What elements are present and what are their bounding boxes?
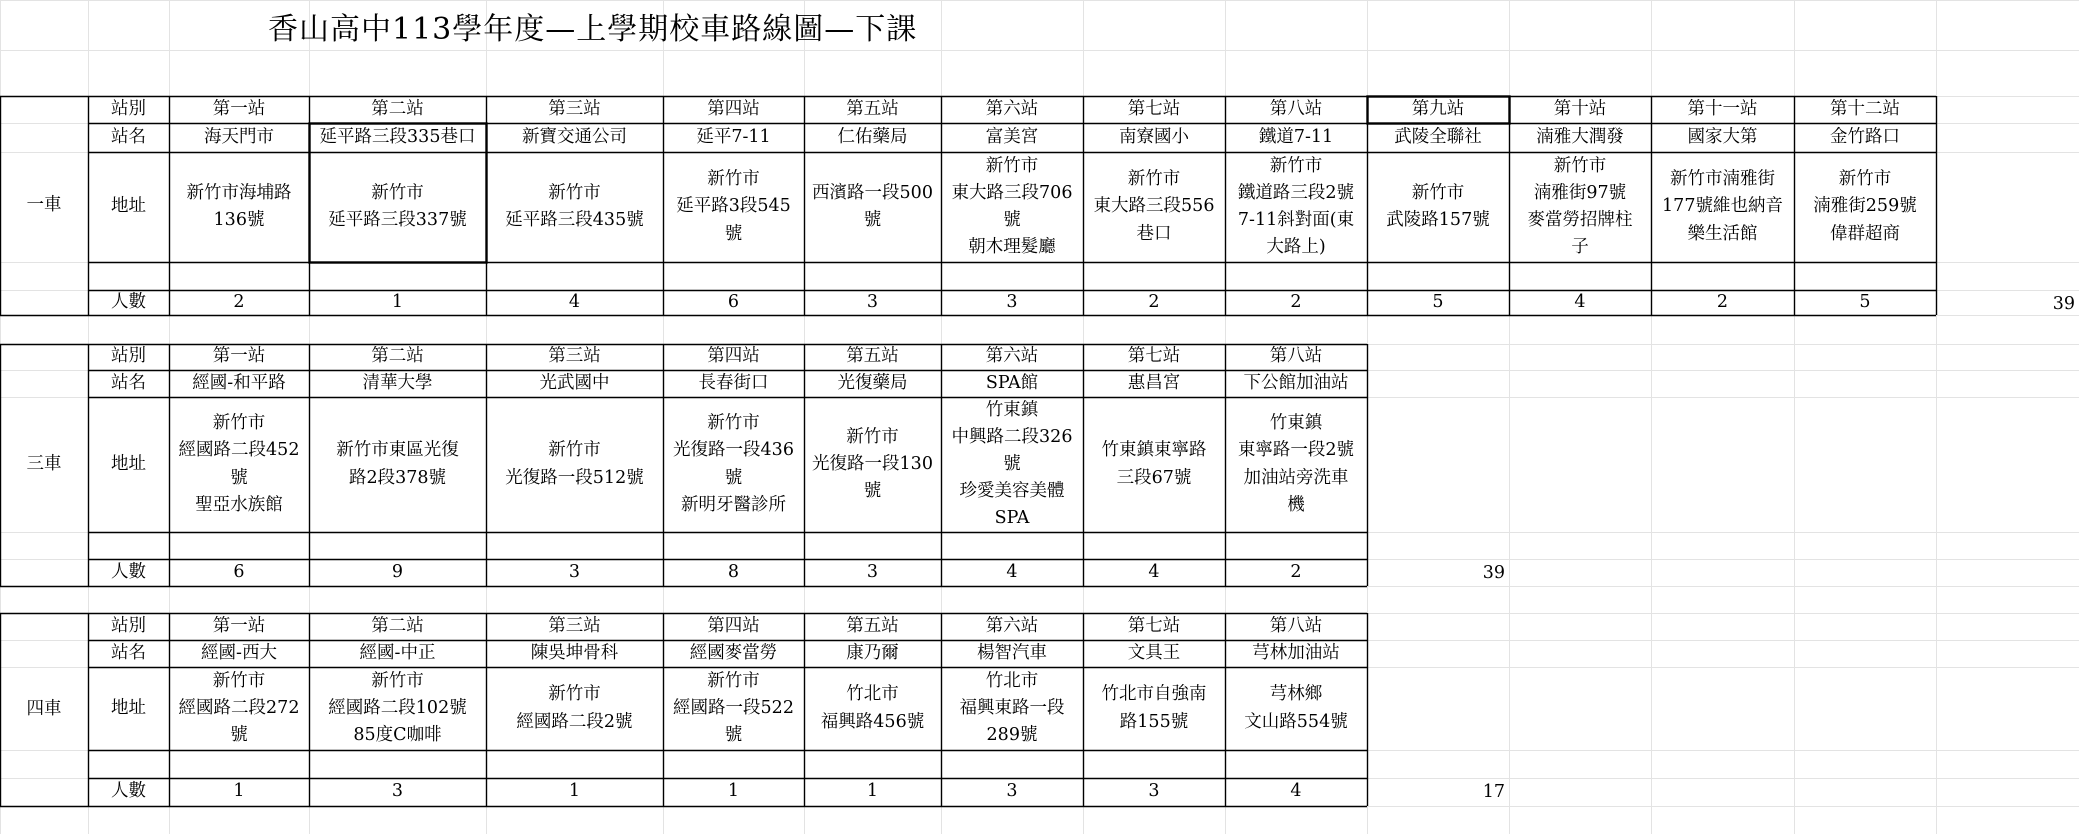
station-number: 第一站 [212,98,266,119]
station-name: 光復藥局 [837,372,908,393]
route-total-count: 17 [1482,781,1505,802]
station-count: 2 [1290,291,1302,312]
station-name: 延平7-11 [696,126,771,147]
station-name: 武陵全聯社 [1394,126,1482,147]
station-number: 第五站 [846,615,899,636]
station-name: 延平路三段335巷口 [319,126,476,147]
car-label: 一車 [26,194,62,215]
station-count: 3 [568,561,581,582]
station-number: 第八站 [1269,346,1323,367]
row-label-address: 地址 [111,196,146,217]
station-address: 新竹市 經國路一段522 號 [673,670,794,746]
station-name: 清華大學 [362,372,433,393]
station-number: 第九站 [1411,98,1465,119]
station-count: 3 [1006,781,1018,802]
station-number: 第七站 [1127,615,1181,636]
station-address: 新竹市 延平路三段435號 [505,182,644,230]
station-name: SPA館 [985,372,1039,393]
station-address: 竹東鎮 中興路二段326 號 珍愛美容美體 SPA [951,399,1073,529]
station-name: 長春街口 [698,372,769,393]
station-number: 第一站 [212,615,266,636]
station-count: 6 [727,291,740,312]
station-count: 1 [568,781,581,802]
station-number: 第六站 [985,615,1039,636]
station-name: 新寶交通公司 [522,126,627,147]
station-count: 3 [1006,291,1018,312]
station-address: 竹東鎮東寧路 三段67號 [1101,440,1207,488]
row-label-station-no: 站別 [111,615,146,636]
station-address: 新竹市 東大路三段706 號 朝木理髮廳 [951,155,1073,258]
station-address: 新竹市 經國路二段102號 85度C咖啡 [328,670,467,746]
station-number: 第二站 [371,98,424,119]
station-name: 陳吳坤骨科 [530,642,619,663]
station-name: 經國-西大 [201,642,277,663]
station-name: 富美宮 [985,126,1039,147]
station-name: 湳雅大潤發 [1536,126,1624,147]
station-number: 第四站 [707,615,760,636]
station-count: 4 [568,291,581,312]
station-address: 新竹市 光復路一段436 號 新明牙醫診所 [673,413,794,515]
station-name: 楊智汽車 [977,642,1047,663]
station-count: 3 [1148,781,1160,802]
route-total-count: 39 [1482,562,1505,583]
station-name: 芎林加油站 [1252,642,1340,663]
row-label-station-name: 站名 [111,642,146,663]
station-address: 竹北市 福興路456號 [820,684,925,732]
sheet-title: 香山高中113學年度—上學期校車路線圖—下課 [268,12,918,47]
station-number: 第三站 [548,346,601,367]
station-name: 文具王 [1127,642,1181,663]
station-count: 1 [391,291,404,312]
station-name: 康乃爾 [846,642,899,663]
station-address: 新竹市 湳雅街259號 偉群超商 [1813,169,1917,244]
station-number: 第五站 [846,346,899,367]
station-address: 竹北市自強南 路155號 [1101,684,1207,732]
station-count: 2 [1148,291,1160,312]
station-count: 1 [866,781,879,802]
station-name: 惠昌宮 [1127,372,1181,393]
station-name: 國家大第 [1687,126,1758,147]
station-count: 4 [1574,291,1586,312]
station-address: 新竹市 延平路三段337號 [328,182,467,230]
station-address: 新竹市 經國路二段2號 [516,684,633,732]
station-count: 2 [1716,291,1729,312]
station-count: 3 [391,781,404,802]
station-address: 新竹市 經國路二段272 號 [178,670,300,746]
station-number: 第七站 [1127,346,1181,367]
station-address: 新竹市 武陵路157號 [1386,182,1490,230]
station-count: 1 [727,781,740,802]
station-name: 經國-和平路 [192,372,286,393]
station-name: 經國麥當勞 [689,642,778,663]
station-name: 鐵道7-11 [1258,126,1334,147]
station-count: 4 [1148,561,1160,582]
station-address: 竹北市 福興東路一段 289號 [959,670,1065,746]
row-label-count: 人數 [111,561,146,582]
station-address: 新竹市 湳雅街97號 麥當勞招牌柱 子 [1527,155,1633,258]
row-label-station-name: 站名 [111,126,146,147]
station-address: 新竹市 光復路一段130 號 [812,426,933,502]
row-label-address: 地址 [111,697,146,718]
station-number: 第十一站 [1687,98,1758,119]
station-number: 第三站 [548,615,601,636]
station-number: 第六站 [985,98,1039,119]
station-name: 下公館加油站 [1243,372,1349,393]
station-address: 新竹市 延平路3段545 號 [676,169,791,244]
station-number: 第三站 [548,98,601,119]
station-number: 第四站 [707,346,760,367]
station-name: 光武國中 [539,372,610,393]
row-label-address: 地址 [111,453,146,474]
route-total-count: 39 [2052,293,2075,314]
station-count: 6 [233,561,245,582]
station-address: 西濱路一段500 號 [812,182,933,230]
station-address: 新竹市 光復路一段512號 [505,440,644,488]
station-count: 4 [1006,561,1018,582]
car-label: 四車 [26,698,62,719]
station-name: 仁佑藥局 [837,126,908,147]
row-label-count: 人數 [111,291,146,312]
station-number: 第五站 [846,98,899,119]
station-count: 1 [233,781,245,802]
station-number: 第四站 [707,98,760,119]
station-address: 新竹市海埔路 136號 [186,182,292,230]
station-count: 2 [1290,561,1302,582]
station-count: 4 [1290,781,1302,802]
station-address: 新竹市湳雅街 177號維也納音 樂生活館 [1662,169,1783,244]
station-address: 新竹市 東大路三段556 巷口 [1093,169,1215,244]
row-label-station-no: 站別 [111,346,146,367]
station-count: 3 [866,291,879,312]
station-count: 2 [233,291,245,312]
station-count: 8 [727,561,740,582]
station-address: 芎林鄉 文山路554號 [1244,684,1348,732]
station-number: 第二站 [371,346,424,367]
row-label-station-name: 站名 [111,372,146,393]
station-address: 新竹市東區光復 路2段378號 [336,440,459,488]
station-name: 經國-中正 [359,642,436,663]
station-number: 第十站 [1553,98,1607,119]
station-name: 南寮國小 [1119,126,1189,147]
row-label-count: 人數 [111,781,146,802]
station-number: 第八站 [1269,98,1323,119]
car-label: 三車 [26,454,62,475]
station-number: 第十二站 [1830,98,1900,119]
station-address: 新竹市 鐵道路三段2號 7-11斜對面(東 大路上) [1237,155,1355,258]
station-number: 第二站 [371,615,424,636]
station-count: 9 [391,561,404,582]
station-name: 金竹路口 [1830,126,1900,147]
station-count: 5 [1432,291,1444,312]
station-address: 新竹市 經國路二段452 號 聖亞水族館 [178,413,300,515]
station-address: 竹東鎮 東寧路一段2號 加油站旁洗車 機 [1237,413,1355,515]
station-count: 5 [1859,291,1871,312]
station-name: 海天門市 [204,126,274,147]
station-number: 第一站 [212,346,266,367]
station-number: 第八站 [1269,615,1323,636]
station-number: 第六站 [985,346,1039,367]
station-number: 第七站 [1127,98,1181,119]
station-count: 3 [866,561,879,582]
row-label-station-no: 站別 [111,98,146,119]
